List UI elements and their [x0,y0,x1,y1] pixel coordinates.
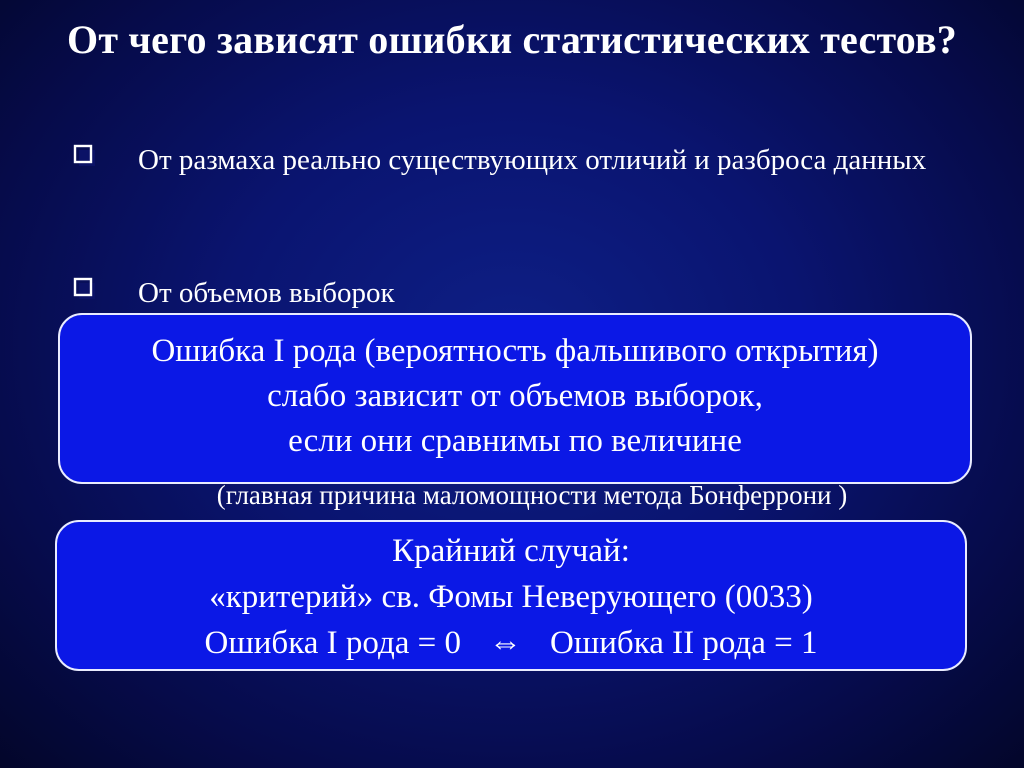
type-one-error-equation: Ошибка I рода = 0 [204,625,461,661]
extreme-case-callout [55,520,967,671]
callout1-line-2: слабо зависит от объемов выборок, [267,378,763,414]
hollow-square-bullet-icon [72,276,98,302]
bullet-text-1: От размаха реально существующих отличий и разброса данных [138,144,927,176]
bullet-text-2: От объемов выборок [138,277,395,309]
callout2-line-3 [57,620,965,666]
hollow-square-bullet-icon [72,143,98,169]
bonferroni-note: (главная причина маломощности метода Бонферрони ) [216,480,848,510]
double-arrow-icon: ⇔ [489,625,522,661]
callout2-line-2: «критерий» св. Фомы Неверующего (0033) [209,579,813,615]
callout2-line-1: Крайний случай: [392,533,630,569]
slide-title: От чего зависят ошибки статистических тестов? [67,17,957,62]
callout1-line-1: Ошибка I рода (вероятность фальшивого открытия) [151,333,879,369]
callout1-line-3: если они сравнимы по величине [288,423,742,459]
type-one-error-callout [58,313,972,484]
type-two-error-equation: Ошибка II рода = 1 [550,625,818,661]
